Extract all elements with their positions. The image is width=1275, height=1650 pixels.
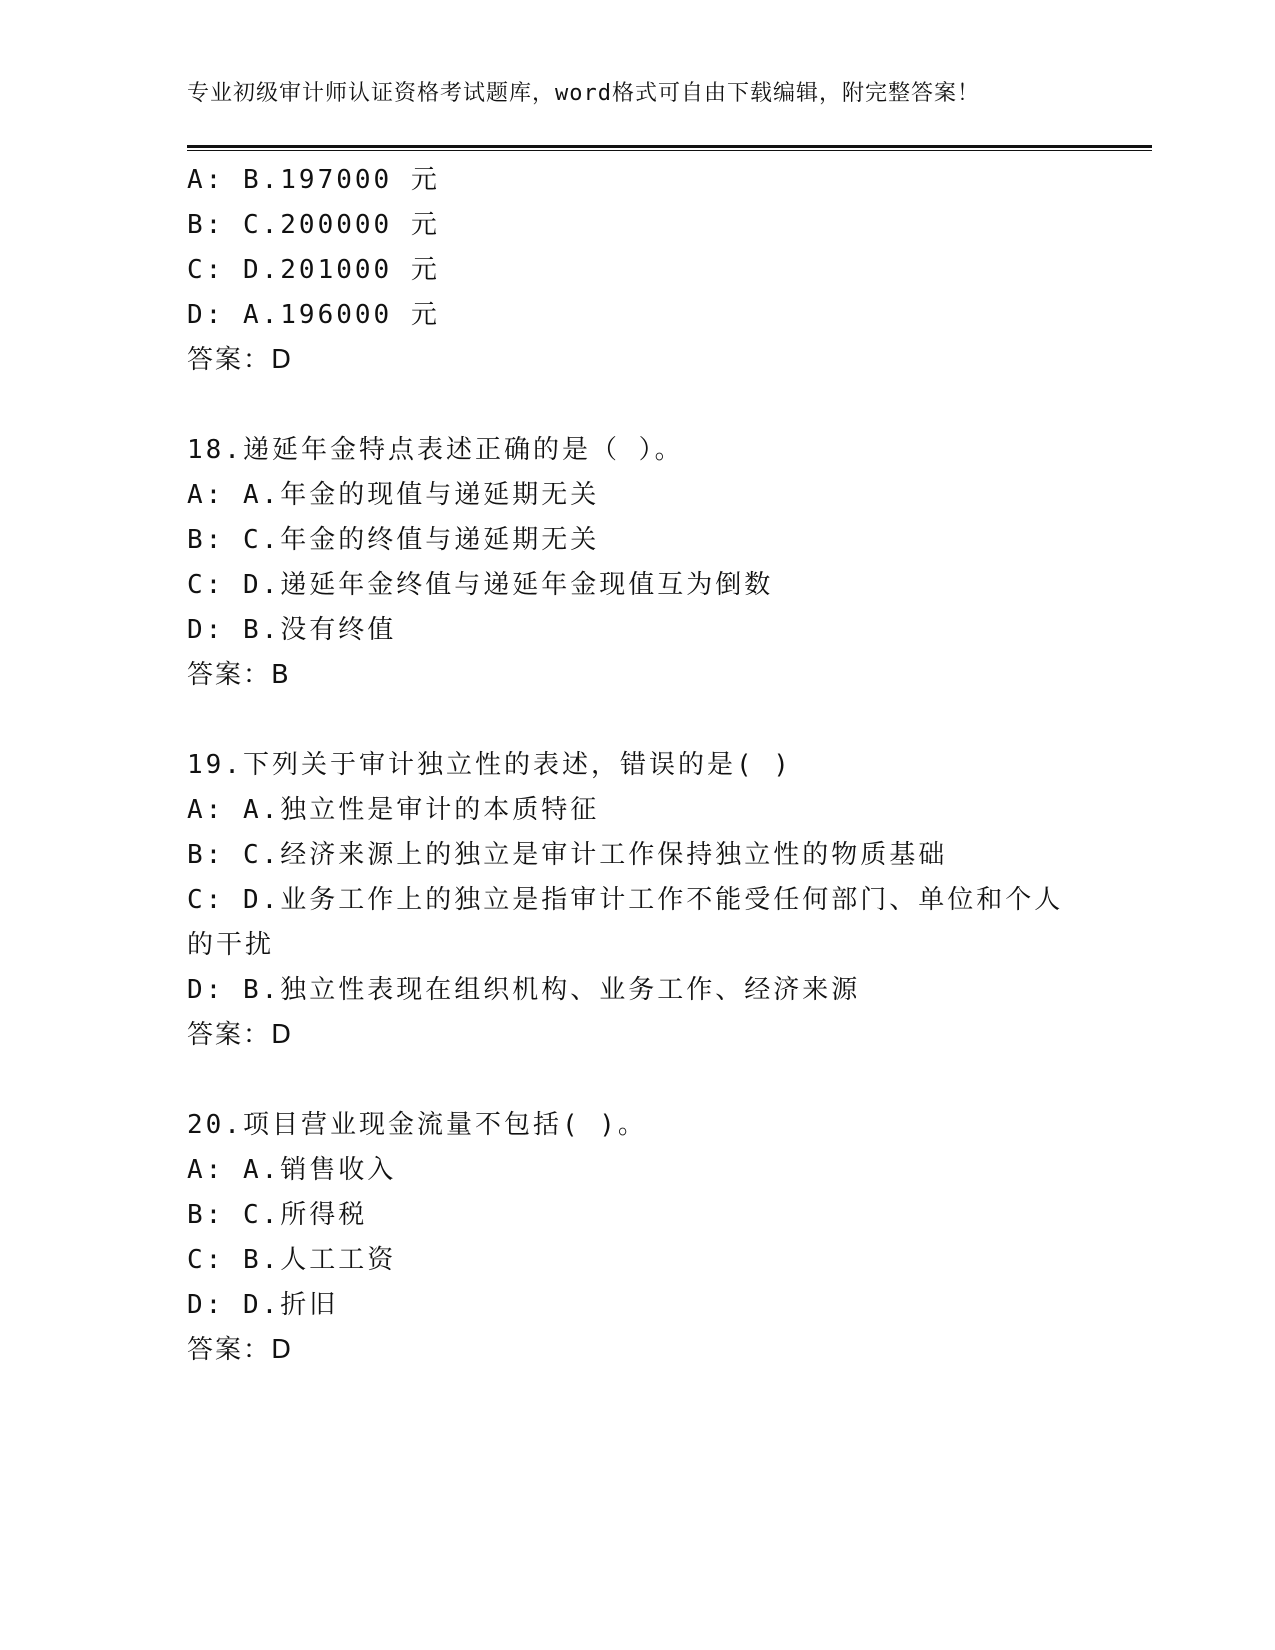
header-rule-thin [187,150,1152,151]
header-rule-thick [187,145,1152,148]
answer-line: 答案：D [187,1335,294,1365]
option-c: C: B.人工工资 [187,1245,397,1275]
answer-line: 答案：B [187,660,291,690]
question-block [187,158,1087,383]
option-b: B: C.200000 元 [187,210,440,240]
option-b: B: C.所得税 [187,1200,368,1230]
spacer [187,698,1087,743]
question-stem: 20.项目营业现金流量不包括( )。 [187,1110,647,1140]
spacer [187,1058,1087,1103]
question-block [187,428,1087,698]
question-list [187,158,1087,1373]
question-block [187,743,1087,1058]
option-c: C: D.递延年金终值与递延年金现值互为倒数 [187,570,774,600]
answer-line: 答案：D [187,1020,294,1050]
option-c: C: D.业务工作上的独立是指审计工作不能受任何部门、单位和个人的干扰 [187,885,1064,960]
answer-line: 答案：D [187,345,294,375]
option-a: A: A.独立性是审计的本质特征 [187,795,600,825]
option-d: D: A.196000 元 [187,300,440,330]
option-d: D: B.没有终值 [187,615,397,645]
question-block [187,1103,1087,1373]
option-d: D: B.独立性表现在组织机构、业务工作、经济来源 [187,975,861,1005]
option-a: A: A.年金的现值与递延期无关 [187,480,600,510]
question-stem: 19.下列关于审计独立性的表述，错误的是( ) [187,750,792,780]
page-header: 专业初级审计师认证资格考试题库，word格式可自由下载编辑，附完整答案！ [187,81,980,106]
option-c: C: D.201000 元 [187,255,440,285]
option-a: A: A.销售收入 [187,1155,397,1185]
option-d: D: D.折旧 [187,1290,339,1320]
option-a: A: B.197000 元 [187,165,440,195]
option-b: B: C.经济来源上的独立是审计工作保持独立性的物质基础 [187,840,948,870]
option-b: B: C.年金的终值与递延期无关 [187,525,600,555]
spacer [187,383,1087,428]
question-stem: 18.递延年金特点表述正确的是（ ）。 [187,435,684,465]
